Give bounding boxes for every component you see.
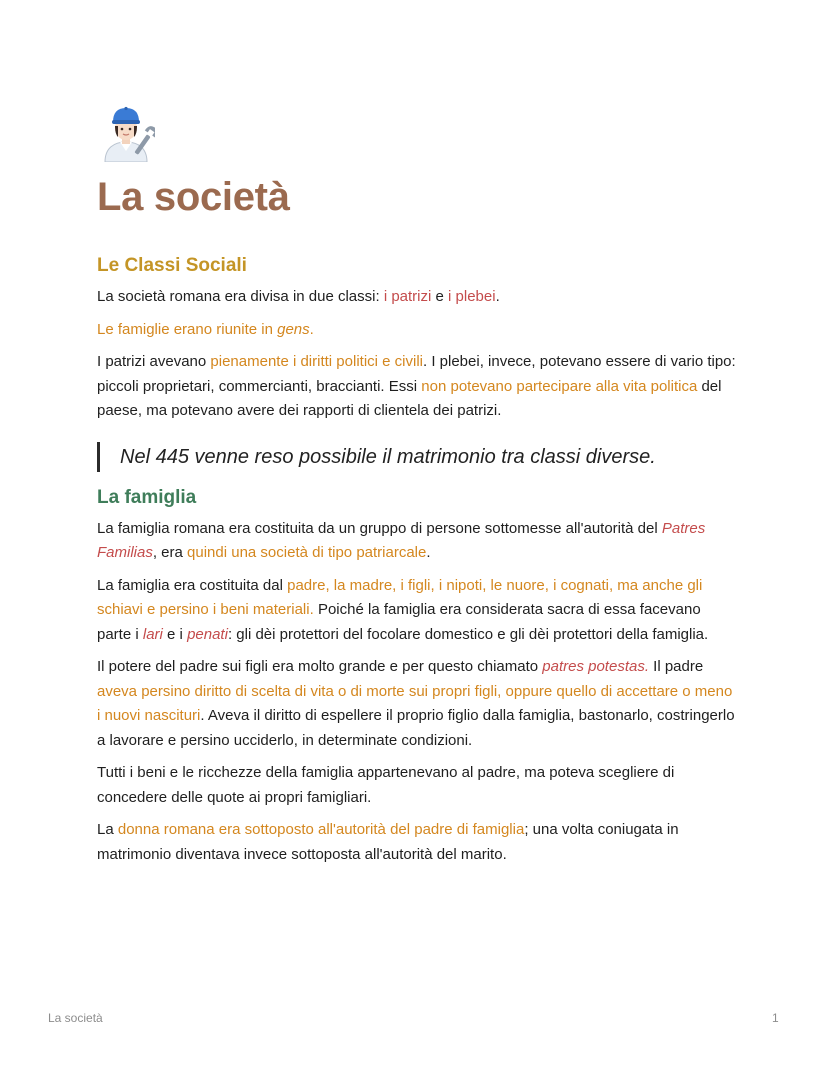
paragraph: La famiglia era costituita dal padre, la madre, i figli, i nipoti, le nuore, i cognati, ma anche gli schiavi e persino i beni materiali. Poiché la famiglia era considerata sacra di essa facevano parte i lari e i penati: gli dèi protettori del focolare domestico e gli dèi protettori della famiglia. (97, 576, 709, 643)
footer-title: La società (48, 1011, 103, 1025)
highlight-text: padre, la madre, i figli, i nipoti, le nuore, i cognati, ma anche gli schiavi e persino i beni materiali. (97, 576, 703, 618)
highlight-text: gens (277, 320, 310, 338)
section-heading-famiglia: La famiglia (97, 486, 197, 508)
highlight-text: pienamente i diritti politici e civili (210, 353, 423, 370)
highlight-text: non potevano partecipare alla vita politica (421, 377, 698, 395)
page-number: 1 (772, 1011, 779, 1025)
paragraph: I patrizi avevano pienamente i diritti politici e civili. I plebei, invece, potevano essere di vario tipo: piccoli proprietari, commercianti, braccianti. Essi non potevano partecipare alla vita politica del paese, ma potevano avere dei rapporti di clientela dei patrizi. (97, 353, 736, 419)
paragraph: La famiglia romana era costituita da un gruppo di persone sottomesse all'autorità del Patres Familias, era quindi una società di tipo patriarcale. (97, 519, 706, 561)
highlight-text: penati (187, 625, 228, 643)
paragraph: La società romana era divisa in due classi: i patrizi e i plebei. (97, 288, 500, 305)
paragraph: Il potere del padre sui figli era molto grande e per questo chiamato patres potestas. Il padre aveva persino diritto di scelta di vita o di morte sui propri figli, oppure quello di accettare o meno i nuovi nascituri. Aveva il diritto di espellere il proprio figlio dalla famiglia, bastonarlo, costringerlo a lavorare e persino ucciderlo, in determinate condizioni. (97, 658, 735, 749)
paragraph: La donna romana era sottoposto all'autorità del padre di famiglia; una volta coniugata in matrimonio diventava invece sottoposta all'autorità del marito. (97, 821, 679, 863)
highlight-text: donna romana era sottoposto all'autorità del padre di famiglia (117, 821, 525, 838)
mechanic-emoji-icon (97, 104, 155, 162)
document-page (97, 104, 737, 867)
paragraph: Tutti i beni e le ricchezze della famiglia appartenevano al padre, ma poteva scegliere di concedere delle quote ai propri famigliari. (97, 764, 675, 806)
highlight-text: i plebei (448, 288, 496, 305)
highlight-text: aveva persino diritto di scelta di vita o di morte sui propri figli, oppure quello di accettare o meno i nuovi nascituri (97, 682, 733, 724)
highlight-text: patres potestas. (542, 658, 649, 675)
page-title: La società (97, 175, 290, 219)
paragraph: Le famiglie erano riunite in gens. (97, 320, 314, 338)
highlight-text: quindi una società di tipo patriarcale (187, 544, 427, 561)
blockquote: Nel 445 venne reso possibile il matrimonio tra classi diverse. (97, 442, 737, 472)
highlight-text: i patrizi (383, 288, 432, 305)
highlight-text: Patres Familias (97, 519, 706, 561)
highlight-text: lari (142, 625, 163, 643)
section-heading-classi-sociali: Le Classi Sociali (97, 255, 247, 276)
